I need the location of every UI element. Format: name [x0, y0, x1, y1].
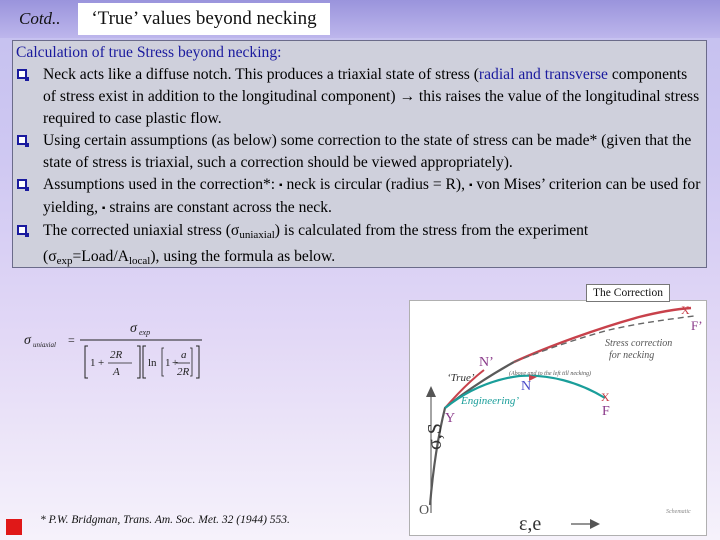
- formula-2r: 2R: [110, 349, 123, 361]
- checkbox-bullet-icon: [17, 135, 27, 145]
- left-paren: [162, 348, 164, 376]
- n-label: N: [521, 379, 532, 394]
- formula-lhs-sigma: σ: [24, 333, 31, 348]
- left-bracket-2: [143, 346, 146, 378]
- bullet-item-notch: Neck acts like a diffuse notch. This produces a triaxial state of stress (radial and transverse components of stress exist in addition to the longitudinal component) → this raises the value of the longitudinal stress required to case plastic flow.: [16, 64, 702, 130]
- formula-num-sub: exp: [139, 328, 151, 337]
- highlight-radial-transverse: radial and transverse: [478, 66, 608, 83]
- y-arrowhead-icon: [426, 386, 436, 397]
- square-bullet-icon: ▪: [279, 180, 283, 191]
- right-bracket-2: [196, 346, 199, 378]
- bridgman-formula: [24, 316, 204, 380]
- square-bullet-icon: ▪: [101, 203, 106, 214]
- y-label: Y: [445, 411, 456, 426]
- formula-one-ln: 1: [165, 357, 171, 369]
- checkbox-bullet-icon: [17, 179, 27, 189]
- above-note: (Above and to the left till necking): [509, 371, 591, 377]
- f-label: F: [602, 404, 610, 419]
- right-paren: [190, 348, 192, 376]
- stress-correction-text-1: Stress correction: [605, 338, 673, 349]
- formula-one: 1: [90, 357, 96, 369]
- bullet-item-corrected-stress: The corrected uniaxial stress $(\sigma_{uniaxial})$ is calculated from the stress from the experiment $(\sigma_{exp}=Load/A_{local})$, using the formula as below.: [16, 220, 702, 272]
- bullet-list: [16, 64, 702, 272]
- square-bullet-icon: ▪: [468, 180, 473, 191]
- f-prime-label: F’: [691, 318, 703, 333]
- n-prime-label: N’: [479, 355, 494, 370]
- section-heading: Calculation of true Stress beyond necking:: [16, 44, 282, 61]
- content-box: [12, 40, 707, 268]
- checkbox-bullet-icon: [17, 69, 27, 79]
- formula-lhs-sub: uniaxial: [33, 341, 56, 349]
- checkbox-bullet-icon: [17, 225, 27, 235]
- stress-strain-curves: [409, 300, 707, 536]
- true-curve-upper: [514, 308, 691, 362]
- slide-title: ‘True’ values beyond necking: [78, 3, 330, 35]
- continued-label: Cotd..: [19, 9, 61, 28]
- formula-num-sigma: σ: [130, 321, 137, 336]
- formula-2r-denominator: 2R: [177, 366, 190, 378]
- x-mark-lower: X: [601, 390, 610, 404]
- correction-tag: The Correction: [586, 284, 670, 302]
- origin-label: O: [419, 503, 430, 518]
- bullet-item-assumptions: Assumptions used in the correction*: ▪ neck is circular (radius = R), ▪ von Mises’ criterion can be used for yielding, ▪ strains are constant across the neck.: [16, 174, 702, 220]
- engineering-label: Engineering’: [461, 395, 520, 407]
- formula-a-denominator: A: [113, 366, 120, 378]
- formula-ln: ln: [148, 357, 157, 369]
- red-square-marker: [6, 519, 22, 535]
- formula-equals: =: [68, 333, 75, 347]
- schematic-label: Schematic: [666, 509, 691, 515]
- stress-correction-text-2: for necking: [609, 350, 655, 361]
- true-label: ‘True’: [447, 372, 475, 384]
- reference-footnote: * P.W. Bridgman, Trans. Am. Soc. Met. 32 (1944) 553.: [40, 514, 290, 526]
- x-mark-upper: X: [681, 303, 690, 317]
- bullet-item-assumptions-intro: Using certain assumptions (as below) some correction to the state of stress can be made* (given that the state of stress is triaxial, such a correction should be viewed appropriately).: [16, 130, 702, 174]
- x-arrowhead-icon: [590, 519, 600, 529]
- formula-plus-ln: +: [172, 357, 179, 369]
- formula-plus: +: [98, 357, 105, 369]
- x-axis-title: ε,e: [519, 513, 542, 535]
- formula-a-small: a: [181, 349, 187, 361]
- y-axis-title: σ,S: [424, 423, 446, 450]
- right-bracket-1: [137, 346, 140, 378]
- left-bracket-1: [85, 346, 88, 378]
